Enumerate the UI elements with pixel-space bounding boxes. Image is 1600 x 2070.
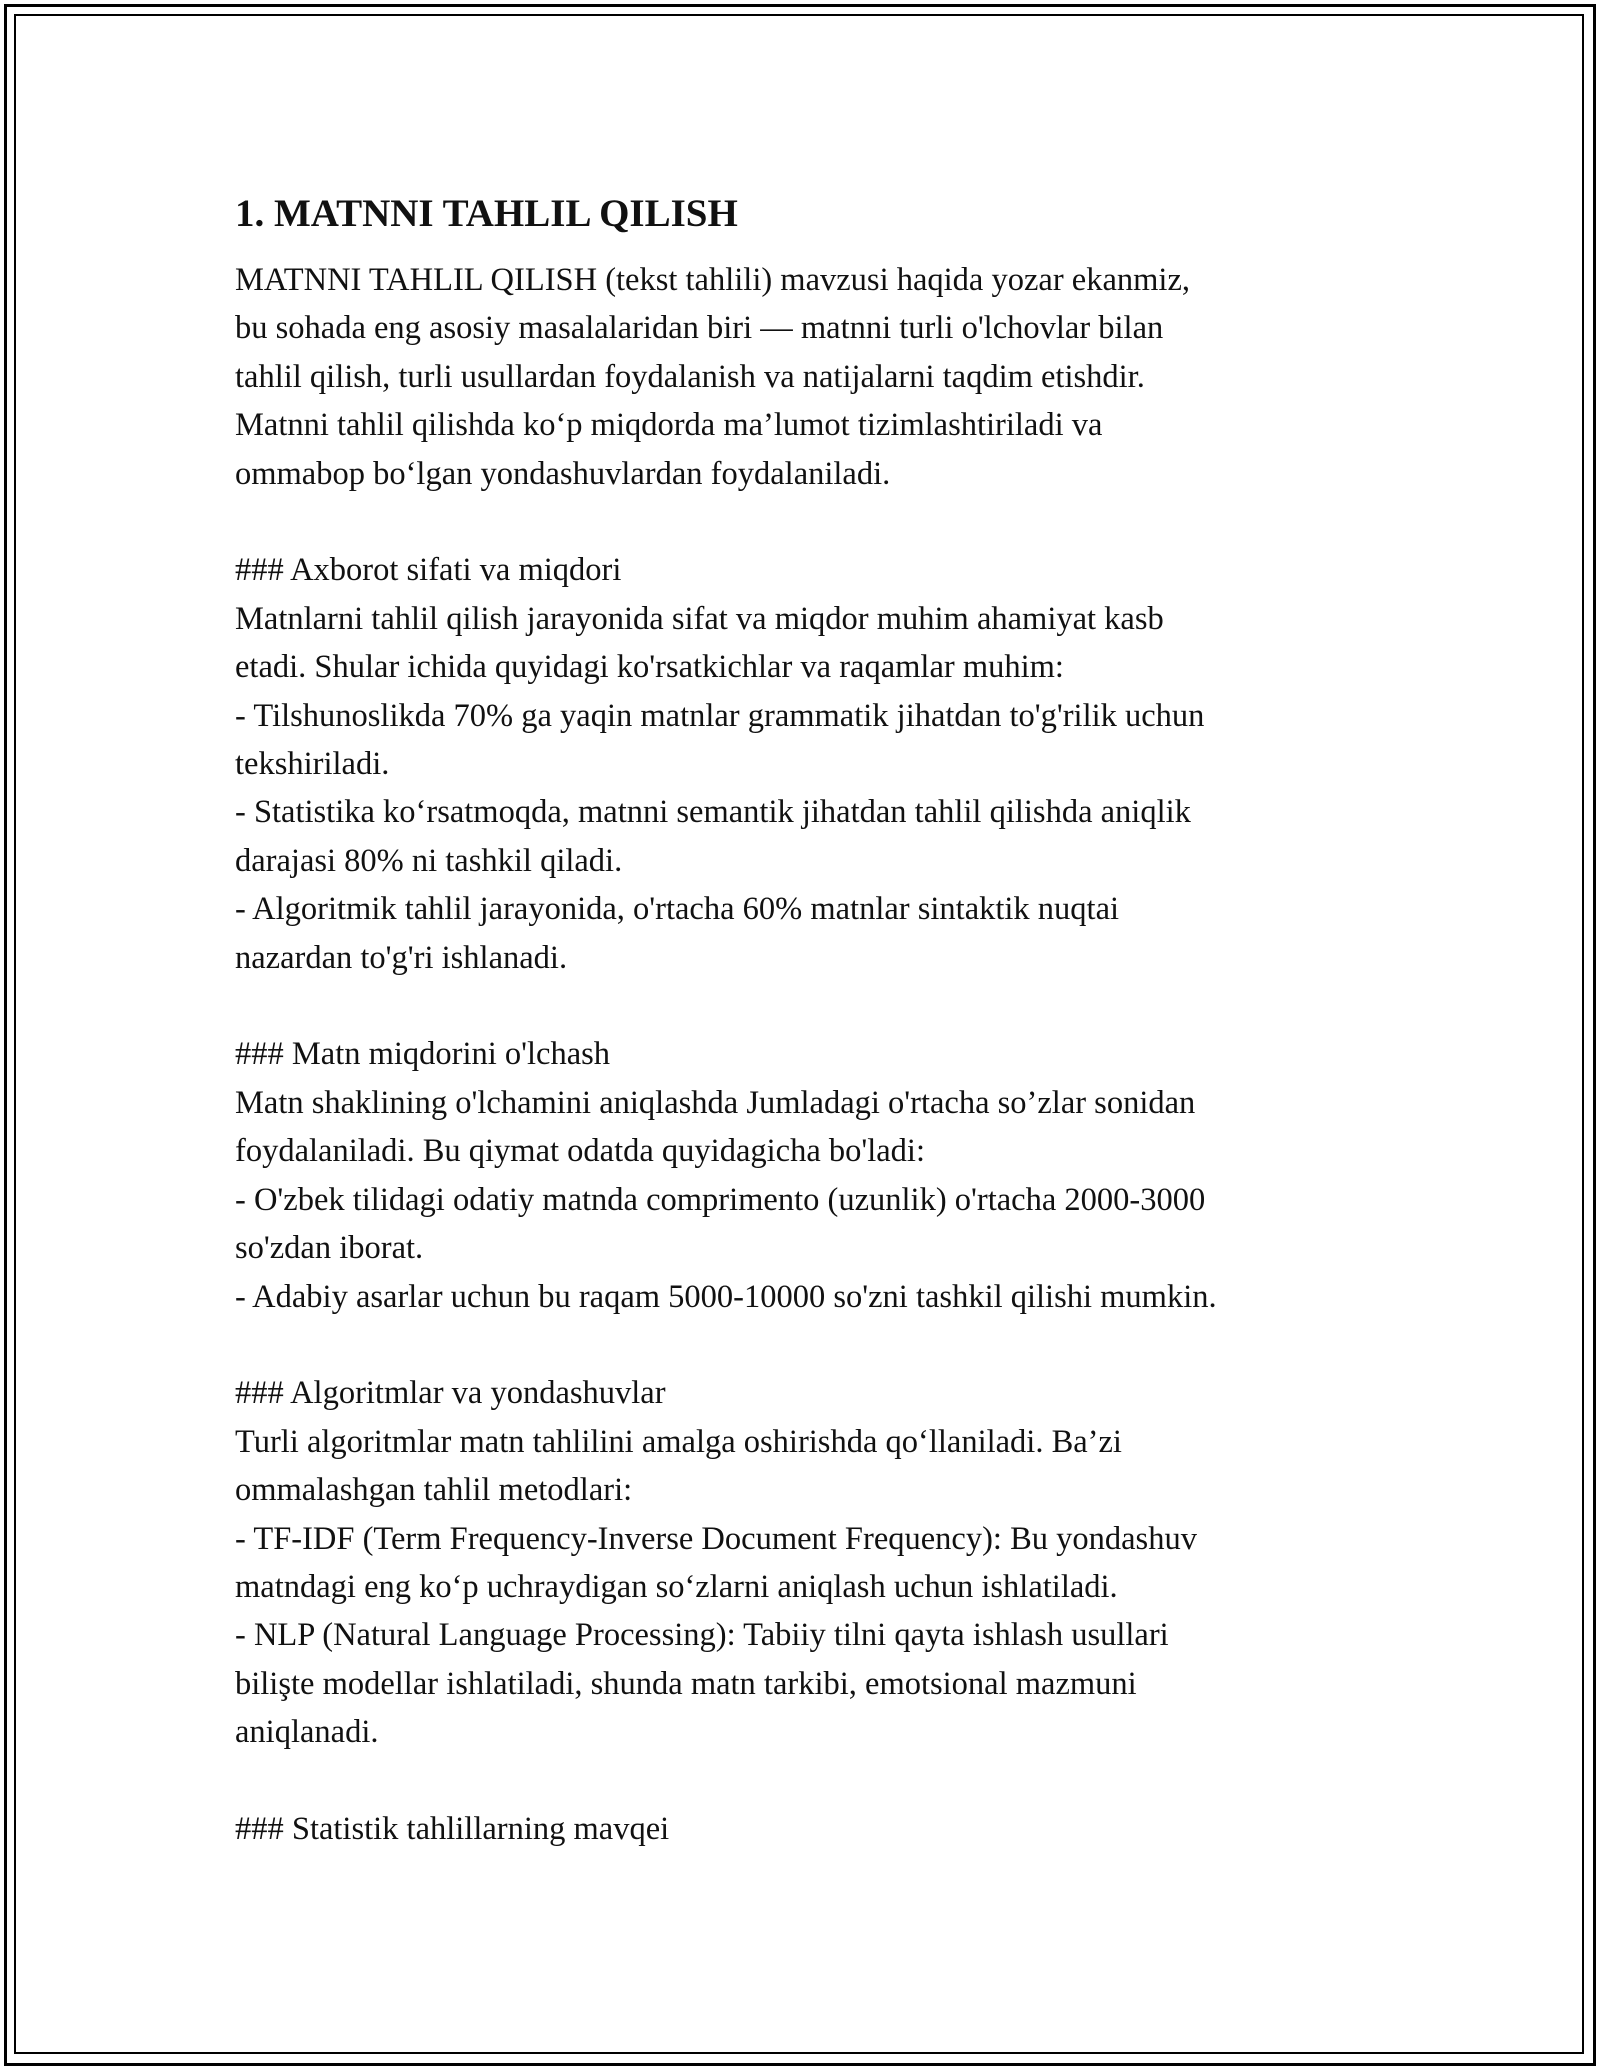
section-line: - Adabiy asarlar uchun bu raqam 5000-10000 so'zni tashkil qilishi mumkin. <box>235 1278 1217 1315</box>
section-heading-matn-miqdori: ### Matn miqdorini o'lchash <box>235 1036 611 1073</box>
section-line: bilişte modellar ishlatiladi, shunda matn tarkibi, emotsional mazmuni <box>235 1665 1137 1702</box>
section-line: matndagi eng ko‘p uchraydigan so‘zlarni aniqlash uchun ishlatiladi. <box>235 1568 1118 1605</box>
section-line: ommalashgan tahlil metodlari: <box>235 1472 633 1509</box>
paragraph-gap <box>235 1321 1365 1369</box>
section-line: nazardan to'g'ri ishlanadi. <box>235 939 568 976</box>
section-heading-algoritmlar: ### Algoritmlar va yondashuvlar <box>235 1375 666 1412</box>
section-line: aniqlanadi. <box>235 1714 379 1751</box>
paragraph-gap <box>235 1757 1365 1805</box>
section-line: Matn shaklining o'lchamini aniqlashda Jumladagi o'rtacha so’zlar sonidan <box>235 1084 1196 1121</box>
intro-line: ommabop bo‘lgan yondashuvlardan foydalaniladi. <box>235 455 891 492</box>
intro-line: MATNNI TAHLIL QILISH (tekst tahlili) mavzusi haqida yozar ekanmiz, <box>235 262 1190 298</box>
section-line: etadi. Shular ichida quyidagi ko'rsatkichlar va raqamlar muhim: <box>235 649 1064 686</box>
section-line: - NLP (Natural Language Processing): Tabiiy tilni qayta ishlash usullari <box>235 1617 1169 1654</box>
paragraph-gap <box>235 982 1365 1030</box>
section-line: - Tilshunoslikda 70% ga yaqin matnlar grammatik jihatdan to'g'rilik uchun <box>235 697 1205 734</box>
section-line: tekshiriladi. <box>235 746 390 783</box>
intro-line: bu sohada eng asosiy masalalaridan biri — matnni turli o'lchovlar bilan <box>235 310 1164 347</box>
intro-line: tahlil qilish, turli usullardan foydalanish va natijalarni taqdim etishdir. <box>235 358 1145 395</box>
intro-line: Matnni tahlil qilishda ko‘p miqdorda ma’lumot tizimlashtiriladi va <box>235 407 1103 444</box>
section-line: - O'zbek tilidagi odatiy matnda comprimento (uzunlik) o'rtacha 2000-3000 <box>235 1181 1206 1218</box>
document-title: 1. MATNNI TAHLIL QILISH <box>235 192 738 235</box>
section-line: darajasi 80% ni tashkil qiladi. <box>235 842 623 879</box>
section-line: - Algoritmik tahlil jarayonida, o'rtacha 60% matnlar sintaktik nuqtai <box>235 891 1120 928</box>
section-line: Matnlarni tahlil qilish jarayonida sifat va miqdor muhim ahamiyat kasb <box>235 600 1164 637</box>
intro-paragraph <box>235 256 1365 1853</box>
paragraph-gap <box>235 498 1365 546</box>
section-line: - Statistika ko‘rsatmoqda, matnni semantik jihatdan tahlil qilishda aniqlik <box>235 794 1191 831</box>
section-line: so'zdan iborat. <box>235 1230 424 1267</box>
section-heading-statistik: ### Statistik tahlillarning mavqei <box>235 1810 670 1847</box>
section-line: foydalaniladi. Bu qiymat odatda quyidagicha bo'ladi: <box>235 1133 925 1170</box>
document-body <box>235 186 1365 1853</box>
section-heading-axborot: ### Axborot sifati va miqdori <box>235 552 622 589</box>
section-line: Turli algoritmlar matn tahlilini amalga oshirishda qo‘llaniladi. Ba’zi <box>235 1423 1122 1460</box>
section-line: - TF-IDF (Term Frequency-Inverse Document Frequency): Bu yondashuv <box>235 1520 1197 1557</box>
